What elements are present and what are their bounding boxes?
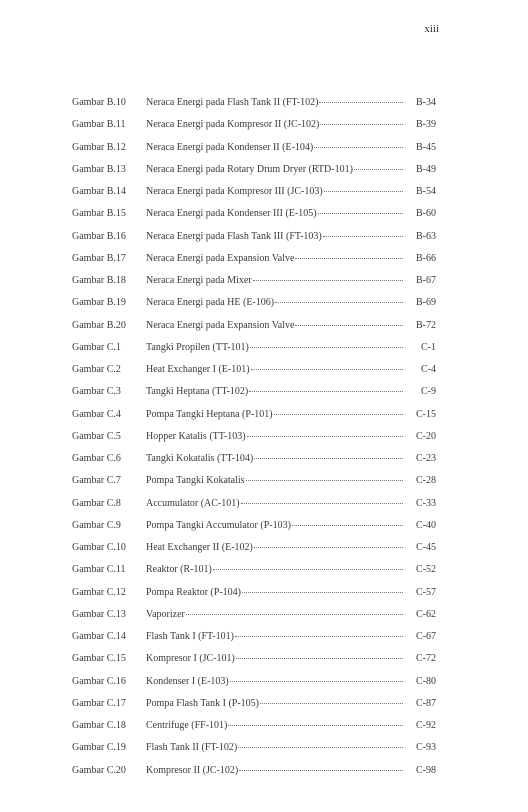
figure-title: Neraca Energi pada Expansion Valve — [146, 319, 295, 331]
dot-leader — [249, 391, 403, 392]
figure-page-number: B-72 — [416, 319, 436, 331]
figure-label: Gambar B.19 — [72, 297, 126, 309]
dot-leader — [320, 124, 403, 125]
figure-page-number: B-39 — [416, 119, 436, 131]
figure-title: Tangki Heptana (TT-102) — [146, 386, 249, 398]
figure-page-number: C-62 — [416, 608, 436, 620]
figure-page-number: C-15 — [416, 408, 436, 420]
figure-title-container — [146, 230, 406, 244]
figure-title-container — [146, 630, 406, 644]
figure-label: Gambar C.16 — [72, 675, 126, 687]
figure-label: Gambar C.12 — [72, 586, 126, 598]
figure-title: Neraca Energi pada Kondenser II (E-104) — [146, 141, 314, 153]
figure-title: Neraca Energi pada HE (E-106) — [146, 297, 275, 309]
figure-label: Gambar C.4 — [72, 408, 121, 420]
dot-leader — [295, 325, 403, 326]
figure-title-container — [146, 541, 406, 555]
figure-label: Gambar C.9 — [72, 519, 121, 531]
figure-title-container — [146, 563, 406, 577]
dot-leader — [230, 681, 403, 682]
figure-title: Pompa Flash Tank I (P-105) — [146, 697, 259, 709]
figure-title-container — [146, 452, 406, 466]
toc-entry — [72, 141, 436, 163]
figure-label: Gambar C.19 — [72, 742, 126, 754]
toc-entry — [72, 118, 436, 140]
figure-title-container — [146, 207, 406, 221]
figure-title: Kondenser I (E-103) — [146, 675, 229, 687]
toc-entry — [72, 586, 436, 608]
figure-label: Gambar C.8 — [72, 497, 121, 509]
toc-entry — [72, 230, 436, 252]
toc-entry — [72, 341, 436, 363]
figure-title-container — [146, 519, 406, 533]
toc-entry — [72, 185, 436, 207]
figure-title-container — [146, 319, 406, 333]
dot-leader — [323, 236, 403, 237]
figure-page-number: B-60 — [416, 208, 436, 220]
toc-entry — [72, 474, 436, 496]
toc-entry — [72, 163, 436, 185]
figure-title: Centrifuge (FF-101) — [146, 720, 228, 731]
figure-title: Neraca Energi pada Flash Tank II (FT-102) — [146, 97, 319, 108]
figure-title-container — [146, 675, 406, 689]
figure-page-number: C-67 — [416, 631, 436, 642]
figure-title-container — [146, 141, 406, 155]
figure-title-container — [146, 586, 406, 600]
toc-entry — [72, 563, 436, 585]
dot-leader — [251, 369, 403, 370]
figure-title: Pompa Tangki Heptana (P-101) — [146, 408, 273, 420]
figure-label: Gambar B.16 — [72, 230, 126, 242]
figure-title: Kompresor I (JC-101) — [146, 653, 235, 665]
dot-leader — [324, 191, 403, 192]
figure-page-number: C-45 — [416, 542, 436, 553]
figure-page-number: B-69 — [416, 297, 436, 309]
figure-page-number: C-57 — [416, 586, 436, 598]
figure-label: Gambar B.11 — [72, 119, 126, 131]
figure-title: Heat Exchanger II (E-102) — [146, 542, 253, 553]
toc-entry — [72, 608, 436, 630]
figure-title: Hopper Katalis (TT-103) — [146, 430, 246, 442]
figure-title-container — [146, 652, 406, 666]
figure-page-number: C-23 — [416, 453, 436, 464]
figure-title: Tangki Kokatalis (TT-104) — [146, 453, 254, 464]
dot-leader — [228, 725, 403, 726]
figure-title: Neraca Energi pada Mixer — [146, 275, 252, 286]
toc-entry — [72, 697, 436, 719]
dot-leader — [186, 614, 403, 615]
toc-entry — [72, 452, 436, 474]
toc-entry — [72, 207, 436, 229]
figure-label: Gambar B.15 — [72, 208, 126, 220]
figure-page-number: B-67 — [416, 275, 436, 286]
toc-entry — [72, 764, 436, 786]
dot-leader — [274, 414, 403, 415]
figure-label: Gambar B.18 — [72, 275, 126, 286]
figure-page-number: C-33 — [416, 497, 436, 509]
dot-leader — [314, 147, 403, 148]
figure-title-container — [146, 741, 406, 755]
toc-entry — [72, 296, 436, 318]
dot-leader — [253, 280, 403, 281]
figure-title: Tangki Propilen (TT-101) — [146, 341, 249, 353]
dot-leader — [242, 592, 403, 593]
figure-title: Neraca Energi pada Expansion Valve — [146, 252, 295, 264]
toc-entry — [72, 385, 436, 407]
figure-page-number: C-93 — [416, 742, 436, 754]
dot-leader — [292, 525, 403, 526]
figure-title: Neraca Energi pada Kondenser III (E-105) — [146, 208, 317, 220]
toc-entry — [72, 252, 436, 274]
figure-page-number: C-87 — [416, 697, 436, 709]
figure-page-number: C-20 — [416, 430, 436, 442]
dot-leader — [275, 302, 403, 303]
figure-page-number: C-52 — [416, 564, 436, 576]
toc-entry — [72, 430, 436, 452]
dot-leader — [239, 770, 403, 771]
dot-leader — [241, 503, 403, 504]
dot-leader — [238, 747, 403, 748]
figure-title-container — [146, 719, 406, 733]
toc-entry — [72, 675, 436, 697]
figure-title-container — [146, 697, 406, 711]
figure-title-container — [146, 96, 406, 110]
figure-title-container — [146, 296, 406, 310]
dot-leader — [295, 258, 403, 259]
figure-page-number: C-80 — [416, 675, 436, 687]
figure-label: Gambar C.1 — [72, 341, 121, 353]
dot-leader — [213, 569, 403, 570]
figure-label: Gambar B.12 — [72, 141, 126, 153]
dot-leader — [319, 102, 403, 103]
list-of-figures — [72, 96, 436, 786]
figure-title: Vaporizer — [146, 608, 185, 620]
figure-title: Pompa Tangki Kokatalis — [146, 475, 245, 487]
toc-entry — [72, 630, 436, 652]
figure-label: Gambar C.18 — [72, 720, 126, 731]
figure-title-container — [146, 385, 406, 399]
dot-leader — [254, 458, 403, 459]
figure-label: Gambar B.17 — [72, 252, 126, 264]
figure-title: Neraca Energi pada Kompresor II (JC-102) — [146, 119, 320, 131]
figure-page-number: C-92 — [416, 720, 436, 731]
page-number: xiii — [424, 23, 439, 35]
dot-leader — [236, 658, 403, 659]
figure-label: Gambar B.10 — [72, 97, 126, 108]
figure-title-container — [146, 274, 406, 288]
figure-title: Neraca Energi pada Kompresor III (JC-103) — [146, 186, 323, 197]
figure-title: Neraca Energi pada Rotary Drum Dryer (RTD-101) — [146, 163, 353, 175]
figure-title-container — [146, 474, 406, 488]
toc-entry — [72, 541, 436, 563]
figure-title: Kompresor II (JC-102) — [146, 764, 239, 776]
dot-leader — [247, 436, 403, 437]
toc-entry — [72, 652, 436, 674]
figure-title: Pompa Reaktor (P-104) — [146, 586, 241, 598]
figure-label: Gambar C.13 — [72, 608, 126, 620]
figure-page-number: B-45 — [416, 141, 436, 153]
toc-entry — [72, 497, 436, 519]
figure-title-container — [146, 363, 406, 377]
figure-page-number: B-34 — [416, 97, 436, 108]
figure-label: Gambar B.14 — [72, 186, 126, 197]
figure-label: Gambar B.13 — [72, 163, 126, 175]
figure-label: Gambar C.3 — [72, 386, 121, 398]
figure-label: Gambar C.7 — [72, 475, 121, 487]
figure-title: Neraca Energi pada Flash Tank III (FT-103) — [146, 230, 322, 242]
figure-page-number: C-98 — [416, 764, 436, 776]
figure-title: Heat Exchanger I (E-101) — [146, 364, 250, 375]
figure-label: Gambar C.14 — [72, 631, 126, 642]
figure-label: Gambar C.2 — [72, 364, 121, 375]
dot-leader — [260, 703, 403, 704]
toc-entry — [72, 319, 436, 341]
figure-title: Flash Tank II (FT-102) — [146, 742, 238, 754]
figure-label: Gambar C.20 — [72, 764, 126, 776]
figure-title-container — [146, 408, 406, 422]
figure-label: Gambar B.20 — [72, 319, 126, 331]
toc-entry — [72, 408, 436, 430]
dot-leader — [246, 480, 403, 481]
dot-leader — [235, 636, 403, 637]
figure-title: Accumulator (AC-101) — [146, 497, 240, 509]
figure-title: Flash Tank I (FT-101) — [146, 631, 234, 642]
toc-entry — [72, 719, 436, 741]
figure-page-number: C-40 — [416, 519, 436, 531]
figure-title: Reaktor (R-101) — [146, 564, 212, 576]
toc-entry — [72, 741, 436, 763]
figure-title-container — [146, 497, 406, 511]
toc-entry — [72, 96, 436, 118]
figure-label: Gambar C.11 — [72, 564, 126, 576]
figure-label: Gambar C.17 — [72, 697, 126, 709]
dot-leader — [250, 347, 403, 348]
toc-entry — [72, 274, 436, 296]
toc-entry — [72, 363, 436, 385]
figure-title-container — [146, 252, 406, 266]
figure-page-number: B-63 — [416, 230, 436, 242]
figure-page-number: B-66 — [416, 252, 436, 264]
figure-label: Gambar C.5 — [72, 430, 121, 442]
figure-label: Gambar C.15 — [72, 653, 126, 665]
figure-title-container — [146, 163, 406, 177]
figure-page-number: C-9 — [421, 386, 436, 398]
figure-title-container — [146, 341, 406, 355]
figure-title-container — [146, 430, 406, 444]
figure-title-container — [146, 118, 406, 132]
figure-page-number: B-54 — [416, 186, 436, 197]
figure-title-container — [146, 608, 406, 622]
dot-leader — [354, 169, 403, 170]
figure-label: Gambar C.10 — [72, 542, 126, 553]
toc-entry — [72, 519, 436, 541]
figure-title-container — [146, 764, 406, 778]
figure-label: Gambar C.6 — [72, 453, 121, 464]
figure-title-container — [146, 185, 406, 199]
figure-page-number: C-28 — [416, 475, 436, 487]
dot-leader — [318, 213, 403, 214]
figure-page-number: B-49 — [416, 163, 436, 175]
figure-title: Pompa Tangki Accumulator (P-103) — [146, 519, 291, 531]
figure-page-number: C-1 — [421, 341, 436, 353]
figure-page-number: C-72 — [416, 653, 436, 665]
dot-leader — [254, 547, 403, 548]
figure-page-number: C-4 — [421, 364, 436, 375]
